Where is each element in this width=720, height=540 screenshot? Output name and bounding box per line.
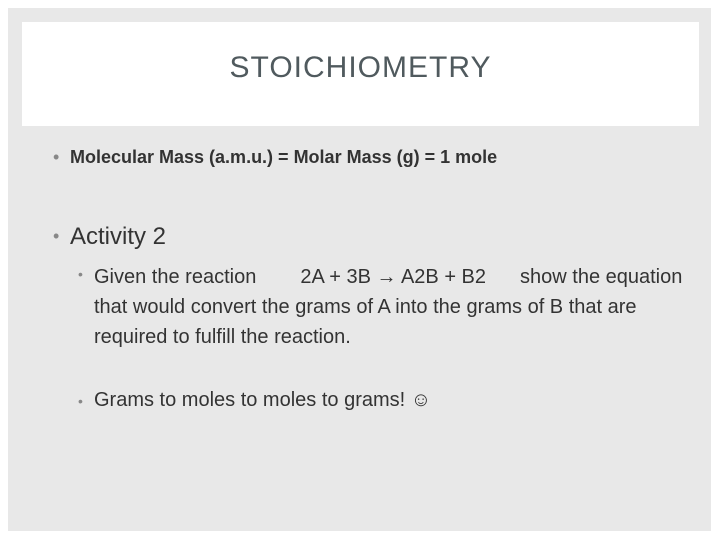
bullet-given-reaction [94,262,694,352]
reaction-intro-text: Given the reaction [94,266,257,288]
slide-body [8,8,711,531]
bullet-dot: • [53,147,60,167]
bullet-molecular-mass: Molecular Mass (a.m.u.) = Molar Mass (g) = 1 mole [70,147,498,167]
bullet-grams-to-moles: Grams to moles to moles to grams! ☺ [94,389,432,411]
bullet-activity: Activity 2 [70,223,167,250]
slide-title: STOICHIOMETRY [229,51,492,84]
reaction-instruction-text: show the equation that would convert the grams of A into the grams of B that are required to fulfill the reaction. [94,266,683,348]
bullet-dot: • [78,393,83,409]
slide [8,8,711,531]
reaction-equation: 2A + 3B → A2B + B2 [300,266,487,288]
bullet-dot: • [53,226,60,246]
bullet-dot: • [78,266,83,282]
